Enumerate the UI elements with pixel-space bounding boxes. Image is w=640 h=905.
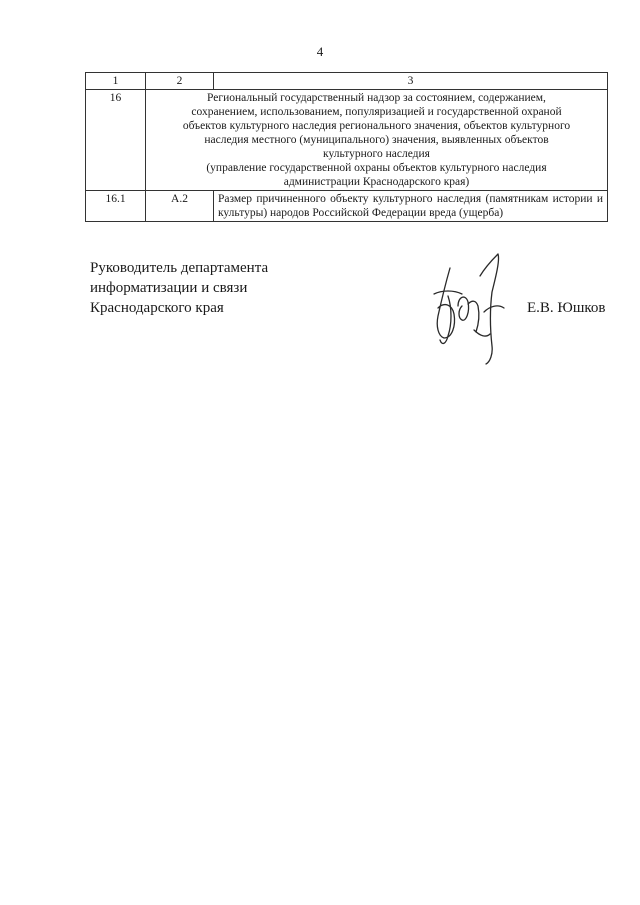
section-title-line: культурного наследия	[323, 148, 430, 160]
section-title-line: (управление государственной охраны объектов культурного наследия	[206, 162, 547, 174]
table-header-cell: 1	[86, 73, 146, 90]
signer-name: Е.В. Юшков	[527, 300, 606, 316]
signer-position	[90, 258, 268, 318]
section-title-line: сохранением, использованием, популяризацией и государственной охраной	[191, 106, 562, 118]
row-number: 16.1	[86, 191, 146, 222]
table-header-cell: 3	[214, 73, 608, 90]
table-header-row	[86, 73, 608, 90]
section-title	[146, 90, 608, 191]
page-number: 4	[316, 44, 324, 59]
signer-position-line: Краснодарского края	[90, 300, 224, 316]
signer-position-line: информатизации и связи	[90, 280, 248, 296]
section-number: 16	[86, 90, 146, 191]
indicator-table	[85, 72, 608, 222]
table-header-cell: 2	[146, 73, 214, 90]
table-row	[86, 191, 608, 222]
section-title-line: объектов культурного наследия регионального значения, объектов культурного	[182, 120, 571, 132]
section-title-line: Региональный государственный надзор за состоянием, содержанием,	[207, 92, 546, 104]
section-title-line: администрации Краснодарского края)	[283, 176, 470, 188]
section-title-line: наследия местного (муниципального) значения, выявленных объектов	[204, 134, 549, 146]
row-code: А.2	[146, 191, 214, 222]
handwritten-signature	[428, 246, 518, 368]
row-text: Размер причиненного объекту культурного наследия (памятникам истории и культуры) народов Российской Федерации вреда (ущерба)	[214, 191, 608, 222]
table-section-row	[86, 90, 608, 191]
signer-position-line: Руководитель департамента	[90, 260, 269, 276]
